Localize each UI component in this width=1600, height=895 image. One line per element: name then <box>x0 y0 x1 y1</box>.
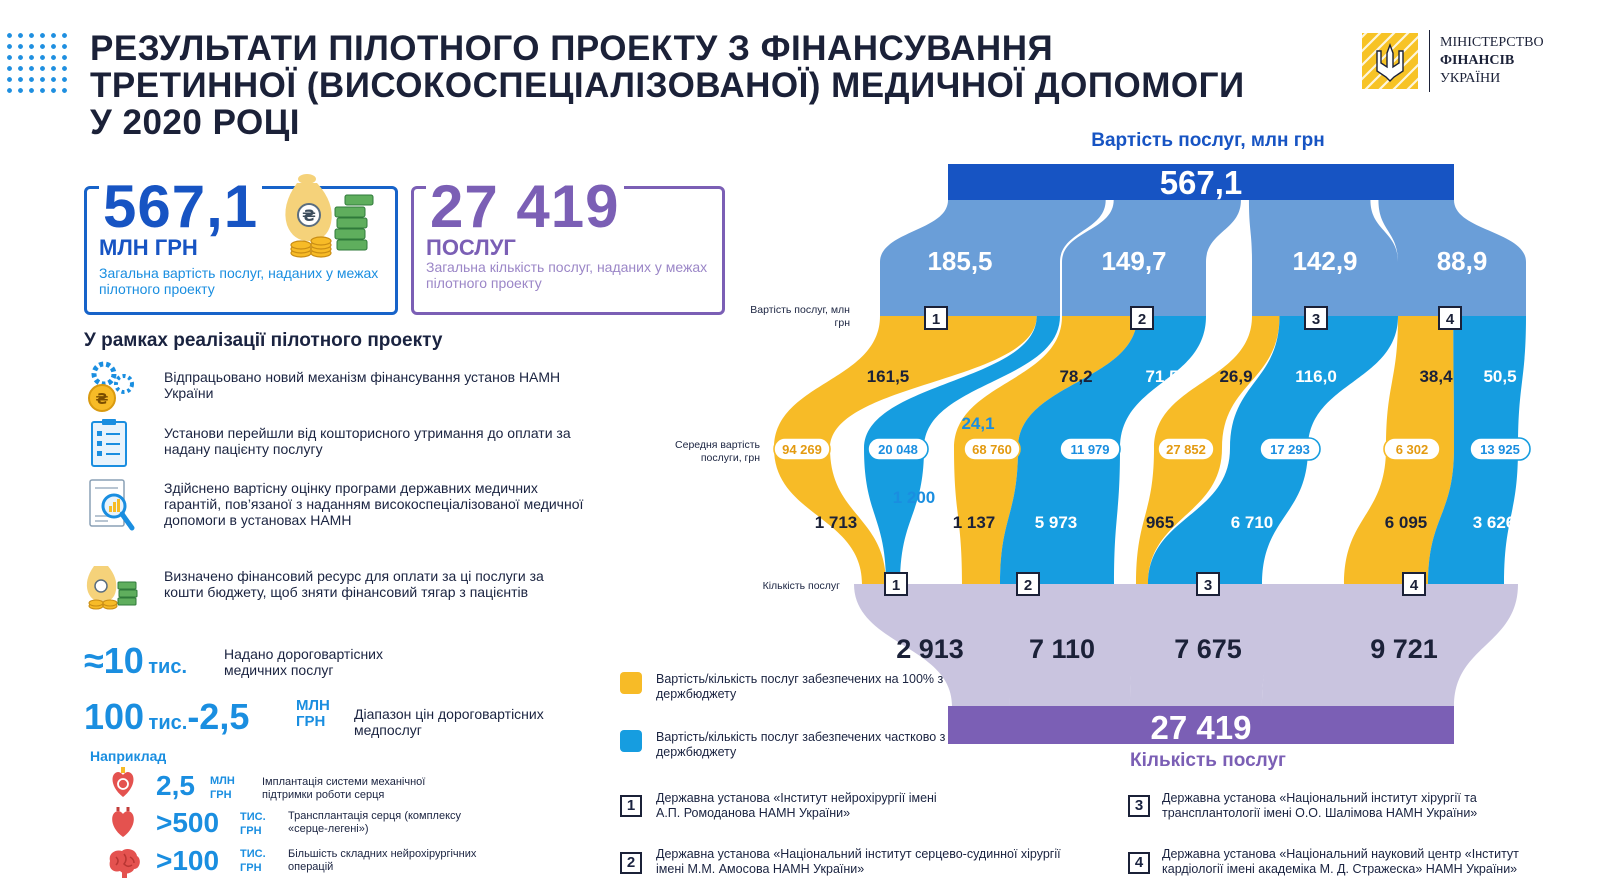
legend-inst-2-number: 2 <box>620 852 642 874</box>
ministry-line-1: МІНІСТЕРСТВО <box>1440 35 1544 50</box>
count-total-label-3: 7 675 <box>1174 634 1242 664</box>
cost-value-label-3: 142,9 <box>1292 246 1358 276</box>
cost-partial-label-1: 24,1 <box>961 414 995 433</box>
svg-text:₴: ₴ <box>95 390 109 408</box>
count-partial-label-1: 1 200 <box>892 488 936 507</box>
legend-inst-4-text: Державна установа «Національний науковий центр «Інститут кардіології імені академіка М. Д. Стражеска» НАМН України» <box>1162 847 1519 876</box>
total-count-label: 27 419 <box>1150 709 1252 746</box>
count-row-number-2: 2 <box>1023 577 1033 594</box>
example-2-desc: Трансплантація серця (комплексу «серце-легені») <box>288 810 462 835</box>
legend-yellow-swatch <box>620 672 642 694</box>
count-partial-label-2: 5 973 <box>1034 513 1078 532</box>
range-from: 100 <box>84 696 145 737</box>
project-bullet-2: Установи перейшли від кошторисного утримання до оплати за надану пацієнту послугу <box>164 425 571 457</box>
count-total-label-1: 2 913 <box>896 634 964 664</box>
avg-partial-label-4: 13 925 <box>1480 442 1520 457</box>
project-bullet-3: Здійснено вартісну оцінку програми державних медичних гарантій, пов’язаної з наданням високоспеціалізованої медичної допомоги в установах НАМН <box>164 480 584 528</box>
avg-partial-label-2: 11 979 <box>1070 442 1110 457</box>
project-section-title: У рамках реалізації пілотного проекту <box>84 330 443 351</box>
cost-value-label-1: 185,5 <box>927 246 993 276</box>
example-1-unit-1: МЛН <box>210 775 235 787</box>
legend-inst-3-number: 3 <box>1128 795 1150 817</box>
cost-value-label-4: 88,9 <box>1436 246 1488 276</box>
ministry-line-3: УКРАЇНИ <box>1440 71 1501 86</box>
avg-full-label-4: 6 302 <box>1395 442 1429 457</box>
cost-row-number-2: 2 <box>1137 311 1147 328</box>
example-3-unit-1: ТИС. <box>240 848 266 860</box>
row-label-avg: Середня вартість послуги, грн <box>675 439 760 464</box>
project-bullet-1: Відпрацьовано новий механізм фінансування установ НАМН України <box>164 369 561 401</box>
count-row-number-3: 3 <box>1203 577 1213 594</box>
legend-inst-2-text: Державна установа «Національний інститут серцево-судинної хірургії імені М.М. Амосова НАМН України» <box>656 847 1061 876</box>
cost-row-number-3: 3 <box>1311 311 1321 328</box>
cost-full-label-4: 38,4 <box>1419 367 1453 386</box>
range-desc: Діапазон цін дороговартісних медпослуг <box>354 706 544 738</box>
example-1-value: 2,5 <box>156 770 195 801</box>
title-line-1: РЕЗУЛЬТАТИ ПІЛОТНОГО ПРОЕКТУ З ФІНАНСУВАННЯ <box>90 29 1054 68</box>
total-cost-label: 567,1 <box>1159 164 1243 201</box>
kpi-cost-value: 567,1 <box>99 177 262 237</box>
example-3-value: >100 <box>156 845 220 876</box>
legend-inst-1-text: Державна установа «Інститут нейрохірургії імені А.П. Ромоданова НАМН України» <box>656 791 937 820</box>
cost-full-label-2: 78,2 <box>1059 367 1093 386</box>
range-to-unit-1: МЛН <box>296 697 330 714</box>
avg-full-label-3: 27 852 <box>1166 442 1206 457</box>
legend-inst-1-number: 1 <box>620 795 642 817</box>
example-3-unit-2: ГРН <box>240 862 262 874</box>
kpi-count-desc: Загальна кількість послуг, наданих у межах пілотного проекту <box>426 259 708 291</box>
kpi-cost-unit: МЛН ГРН <box>99 235 198 260</box>
chart-bottom-title: Кількість послуг <box>1130 750 1286 771</box>
cost-row-number-4: 4 <box>1445 311 1455 328</box>
count-full-label-4: 6 095 <box>1384 513 1428 532</box>
approx-desc: Надано дороговартісних медичних послуг <box>224 646 383 678</box>
chart-title: Вартість послуг, млн грн <box>1091 130 1325 151</box>
count-full-label-3: 965 <box>1145 513 1175 532</box>
approx-number: ≈10 <box>84 640 144 681</box>
avg-full-label-2: 68 760 <box>972 442 1012 457</box>
avg-partial-label-3: 17 293 <box>1270 442 1310 457</box>
legend-inst-3-text: Державна установа «Національний інститут хірургії та трансплантології імені О.О. Шалімова НАМН України» <box>1162 791 1478 820</box>
count-row-number-1: 1 <box>891 577 901 594</box>
count-total-label-2: 7 110 <box>1028 634 1096 664</box>
title-line-3: У 2020 РОЦІ <box>90 103 300 142</box>
legend-inst-4-number: 4 <box>1128 852 1150 874</box>
kpi-count-unit: ПОСЛУГ <box>426 235 516 260</box>
cost-full-label-3: 26,9 <box>1219 367 1253 386</box>
count-total-label-4: 9 721 <box>1370 634 1438 664</box>
avg-partial-label-1: 20 048 <box>878 442 918 457</box>
example-2-unit-1: ТИС. <box>240 811 266 823</box>
count-full-label-2: 1 137 <box>952 513 996 532</box>
example-3-desc: Більшість складних нейрохірургічних операцій <box>288 848 477 873</box>
avg-full-label-1: 94 269 <box>782 442 822 457</box>
range-to: -2,5 <box>187 696 250 737</box>
example-2-unit-2: ГРН <box>240 825 262 837</box>
count-partial-label-3: 6 710 <box>1230 513 1274 532</box>
legend-blue-swatch <box>620 730 642 752</box>
kpi-cost-desc: Загальна вартість послуг, наданих у межах пілотного проекту <box>99 265 379 297</box>
cost-full-label-1: 161,5 <box>866 367 910 386</box>
approx-unit: тис. <box>148 656 188 678</box>
kpi-count-value: 27 419 <box>426 177 624 237</box>
cost-row-number-1: 1 <box>931 311 941 328</box>
count-partial-label-4: 3 626 <box>1472 513 1516 532</box>
range-to-unit-2: ГРН <box>296 713 326 730</box>
example-1-unit-2: ГРН <box>210 789 232 801</box>
count-row-number-4: 4 <box>1409 577 1419 594</box>
example-2-value: >500 <box>156 807 220 838</box>
range-from-unit: тис. <box>148 712 188 734</box>
legend-yellow-label: Вартість/кількість послуг забезпечених на 100% з держбюджету <box>656 672 944 701</box>
title-line-2: ТРЕТИННОЇ (ВИСОКОСПЕЦІАЛІЗОВАНОЇ) МЕДИЧНОЇ ДОПОМОГИ <box>90 66 1245 105</box>
row-label-count: Кількість послуг <box>762 580 840 592</box>
cost-value-label-2: 149,7 <box>1101 246 1167 276</box>
count-full-label-1: 1 713 <box>814 513 858 532</box>
cost-partial-label-3: 116,0 <box>1295 367 1337 386</box>
legend-blue-label: Вартість/кількість послуг забезпечених частково з держбюджету <box>656 730 946 759</box>
svg-text:₴: ₴ <box>302 206 316 225</box>
ministry-line-2: ФІНАНСІВ <box>1440 53 1515 68</box>
cost-partial-label-4: 50,5 <box>1483 367 1517 386</box>
examples-title: Наприклад <box>90 748 167 764</box>
cost-partial-label-2: 71,5 <box>1145 367 1179 386</box>
row-label-cost: Вартість послуг, млн грн <box>750 304 850 329</box>
example-1-desc: Імплантація системи механічної підтримки роботи серця <box>262 776 426 801</box>
project-bullet-4: Визначено фінансовий ресурс для оплати за ці послуги за кошти бюджету, щоб зняти фінансовий тягар з пацієнтів <box>164 568 544 600</box>
